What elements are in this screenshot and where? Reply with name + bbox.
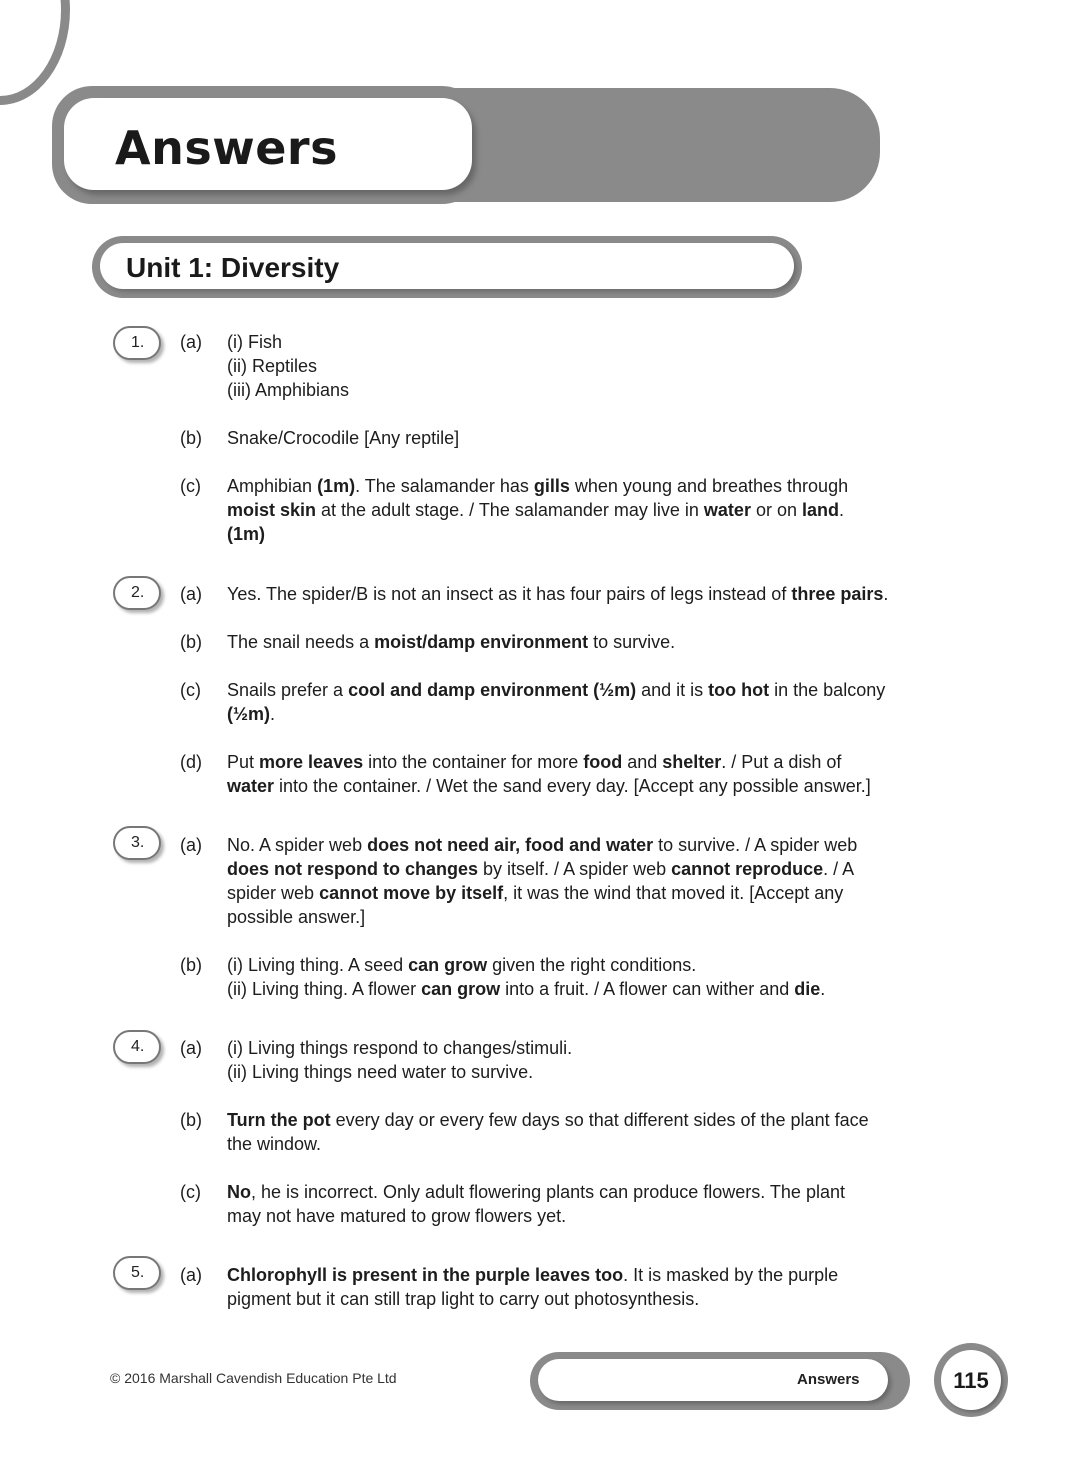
answer-segment: (i) Fish bbox=[227, 332, 282, 352]
answer-text bbox=[227, 330, 997, 402]
answer-line bbox=[227, 522, 997, 546]
answer-keyword: moist/damp environment bbox=[374, 632, 589, 652]
answer-keyword: gills bbox=[533, 476, 570, 496]
answer-line bbox=[227, 905, 997, 929]
answer-keyword: too hot bbox=[708, 680, 770, 700]
answer-keyword: (½m) bbox=[227, 704, 271, 724]
answer-text bbox=[227, 833, 997, 929]
answer-segment: into the container. / Wet the sand every day. [Accept any possible answer.] bbox=[274, 776, 871, 796]
answer-segment: and bbox=[622, 752, 663, 772]
answer-segment: possible answer.] bbox=[227, 907, 366, 927]
answer-part-label: (b) bbox=[180, 1110, 202, 1130]
answer-keyword: cannot reproduce bbox=[671, 859, 824, 879]
answer-line bbox=[227, 1263, 997, 1287]
question-number-badge: 2. bbox=[113, 576, 161, 610]
answer-keyword: three pairs bbox=[791, 584, 884, 604]
answer-part-label: (a) bbox=[180, 1038, 202, 1058]
answer-segment: . / A bbox=[823, 859, 855, 879]
answer-line bbox=[227, 977, 997, 1001]
answer-segment: given the right conditions. bbox=[487, 955, 697, 975]
answer-text bbox=[227, 1263, 997, 1311]
answer-line bbox=[227, 857, 997, 881]
answer-segment: into the container for more bbox=[363, 752, 584, 772]
corner-arc-decoration bbox=[0, 0, 70, 105]
answer-line bbox=[227, 1287, 997, 1311]
answer-text bbox=[227, 750, 997, 798]
answer-segment: , he is incorrect. Only adult flowering plants can produce flowers. The plant bbox=[251, 1182, 845, 1202]
answer-keyword: food bbox=[583, 752, 623, 772]
answer-segment: . bbox=[820, 979, 826, 999]
answer-keyword: does not need air, food and water bbox=[367, 835, 654, 855]
answer-line bbox=[227, 774, 997, 798]
answer-segment: , it was the wind that moved it. [Accept any bbox=[503, 883, 844, 903]
answer-part-label: (c) bbox=[180, 1182, 201, 1202]
page-title: Answers bbox=[115, 121, 338, 175]
answer-segment: at the adult stage. / The salamander may live in bbox=[316, 500, 704, 520]
answer-segment: No. A spider web bbox=[227, 835, 368, 855]
page-number: 115 bbox=[953, 1368, 989, 1393]
answer-line bbox=[227, 953, 997, 977]
answer-line bbox=[227, 498, 997, 522]
answer-line bbox=[227, 354, 997, 378]
answer-segment: to survive. bbox=[588, 632, 676, 652]
answer-text bbox=[227, 426, 997, 450]
answer-keyword: does not respond to changes bbox=[227, 859, 479, 879]
answer-line bbox=[227, 582, 997, 606]
answer-line bbox=[227, 330, 997, 354]
question-number-badge: 3. bbox=[113, 826, 161, 860]
answer-line bbox=[227, 378, 997, 402]
answer-text bbox=[227, 678, 997, 726]
answer-segment: (i) Living thing. A seed bbox=[227, 955, 409, 975]
answer-line bbox=[227, 426, 997, 450]
answer-segment: (ii) Reptiles bbox=[227, 356, 318, 376]
unit-title: Unit 1: Diversity bbox=[126, 252, 340, 283]
answer-segment: or on bbox=[750, 500, 802, 520]
answer-line bbox=[227, 881, 997, 905]
answer-segment: . bbox=[270, 704, 276, 724]
answer-segment: by itself. / A spider web bbox=[478, 859, 672, 879]
answer-line bbox=[227, 1132, 997, 1156]
answer-segment: . bbox=[839, 500, 845, 520]
answer-segment: (ii) Living thing. A flower bbox=[227, 979, 422, 999]
answer-segment: in the balcony bbox=[769, 680, 886, 700]
answer-segment: every day or every few days so that different sides of the plant face bbox=[330, 1110, 869, 1130]
answer-segment: . bbox=[883, 584, 889, 604]
answer-text bbox=[227, 1036, 997, 1084]
answer-keyword: can grow bbox=[421, 979, 501, 999]
copyright-notice: © 2016 Marshall Cavendish Education Pte Ltd bbox=[110, 1370, 397, 1386]
answer-line bbox=[227, 630, 997, 654]
answer-keyword: more leaves bbox=[259, 752, 364, 772]
answer-keyword: cool and damp environment (½m) bbox=[348, 680, 637, 700]
answer-segment: into a fruit. / A flower can wither and bbox=[500, 979, 795, 999]
answer-line bbox=[227, 750, 997, 774]
answer-segment: The snail needs a bbox=[227, 632, 375, 652]
answer-keyword: can grow bbox=[408, 955, 488, 975]
answer-part-label: (c) bbox=[180, 680, 201, 700]
answer-keyword: cannot move by itself bbox=[319, 883, 504, 903]
answer-part-label: (a) bbox=[180, 332, 202, 352]
answer-keyword: moist skin bbox=[227, 500, 317, 520]
answer-segment: (iii) Amphibians bbox=[227, 380, 350, 400]
answer-keyword: water bbox=[703, 500, 751, 520]
answer-keyword: Chlorophyll is present in the purple leaves too bbox=[227, 1265, 624, 1285]
answer-segment: . / Put a dish of bbox=[721, 752, 842, 772]
answer-line bbox=[227, 833, 997, 857]
answer-text bbox=[227, 1108, 997, 1156]
answer-segment: spider web bbox=[227, 883, 320, 903]
answer-line bbox=[227, 474, 997, 498]
answer-part-label: (a) bbox=[180, 584, 202, 604]
question-number-badge: 4. bbox=[113, 1030, 161, 1064]
answer-segment: Snake/Crocodile [Any reptile] bbox=[227, 428, 460, 448]
answer-line bbox=[227, 702, 997, 726]
answer-line bbox=[227, 1180, 997, 1204]
answer-segment: the window. bbox=[227, 1134, 322, 1154]
answer-text bbox=[227, 582, 997, 606]
answer-text bbox=[227, 1180, 997, 1228]
answer-line bbox=[227, 678, 997, 702]
answer-line bbox=[227, 1060, 997, 1084]
answer-part-label: (a) bbox=[180, 1265, 202, 1285]
answer-line bbox=[227, 1204, 997, 1228]
answer-segment: Amphibian bbox=[227, 476, 318, 496]
answer-keyword: No bbox=[227, 1182, 251, 1202]
answer-segment: to survive. / A spider web bbox=[653, 835, 858, 855]
question-number-badge: 5. bbox=[113, 1256, 161, 1290]
answer-segment: and it is bbox=[636, 680, 709, 700]
answer-segment: Yes. The spider/B is not an insect as it has four pairs of legs instead of bbox=[227, 584, 792, 604]
answer-part-label: (b) bbox=[180, 955, 202, 975]
answer-keyword: shelter bbox=[662, 752, 722, 772]
answer-text bbox=[227, 953, 997, 1001]
answer-keyword: Turn the pot bbox=[227, 1110, 331, 1130]
answer-keyword: water bbox=[227, 776, 275, 796]
answer-segment: may not have matured to grow flowers yet. bbox=[227, 1206, 567, 1226]
answer-segment: Snails prefer a bbox=[227, 680, 349, 700]
answer-part-label: (b) bbox=[180, 632, 202, 652]
footer-section-label: Answers bbox=[797, 1371, 860, 1388]
answer-segment: when young and breathes through bbox=[569, 476, 849, 496]
answer-part-label: (a) bbox=[180, 835, 202, 855]
answer-part-label: (d) bbox=[180, 752, 202, 772]
answer-segment: (i) Living things respond to changes/stimuli. bbox=[227, 1038, 573, 1058]
answer-keyword: (1m) bbox=[227, 524, 266, 544]
answer-line bbox=[227, 1108, 997, 1132]
answer-text bbox=[227, 474, 997, 546]
answer-segment: (ii) Living things need water to survive. bbox=[227, 1062, 534, 1082]
answer-segment: Put bbox=[227, 752, 260, 772]
answer-part-label: (c) bbox=[180, 476, 201, 496]
answer-keyword: land bbox=[801, 500, 839, 520]
answer-segment: . It is masked by the purple bbox=[623, 1265, 839, 1285]
answer-keyword: (1m) bbox=[317, 476, 356, 496]
answer-text bbox=[227, 630, 997, 654]
answer-part-label: (b) bbox=[180, 428, 202, 448]
answer-segment: . The salamander has bbox=[355, 476, 534, 496]
answer-segment: pigment but it can still trap light to carry out photosynthesis. bbox=[227, 1289, 700, 1309]
question-number-badge: 1. bbox=[113, 326, 161, 360]
answer-line bbox=[227, 1036, 997, 1060]
answer-keyword: die bbox=[794, 979, 821, 999]
